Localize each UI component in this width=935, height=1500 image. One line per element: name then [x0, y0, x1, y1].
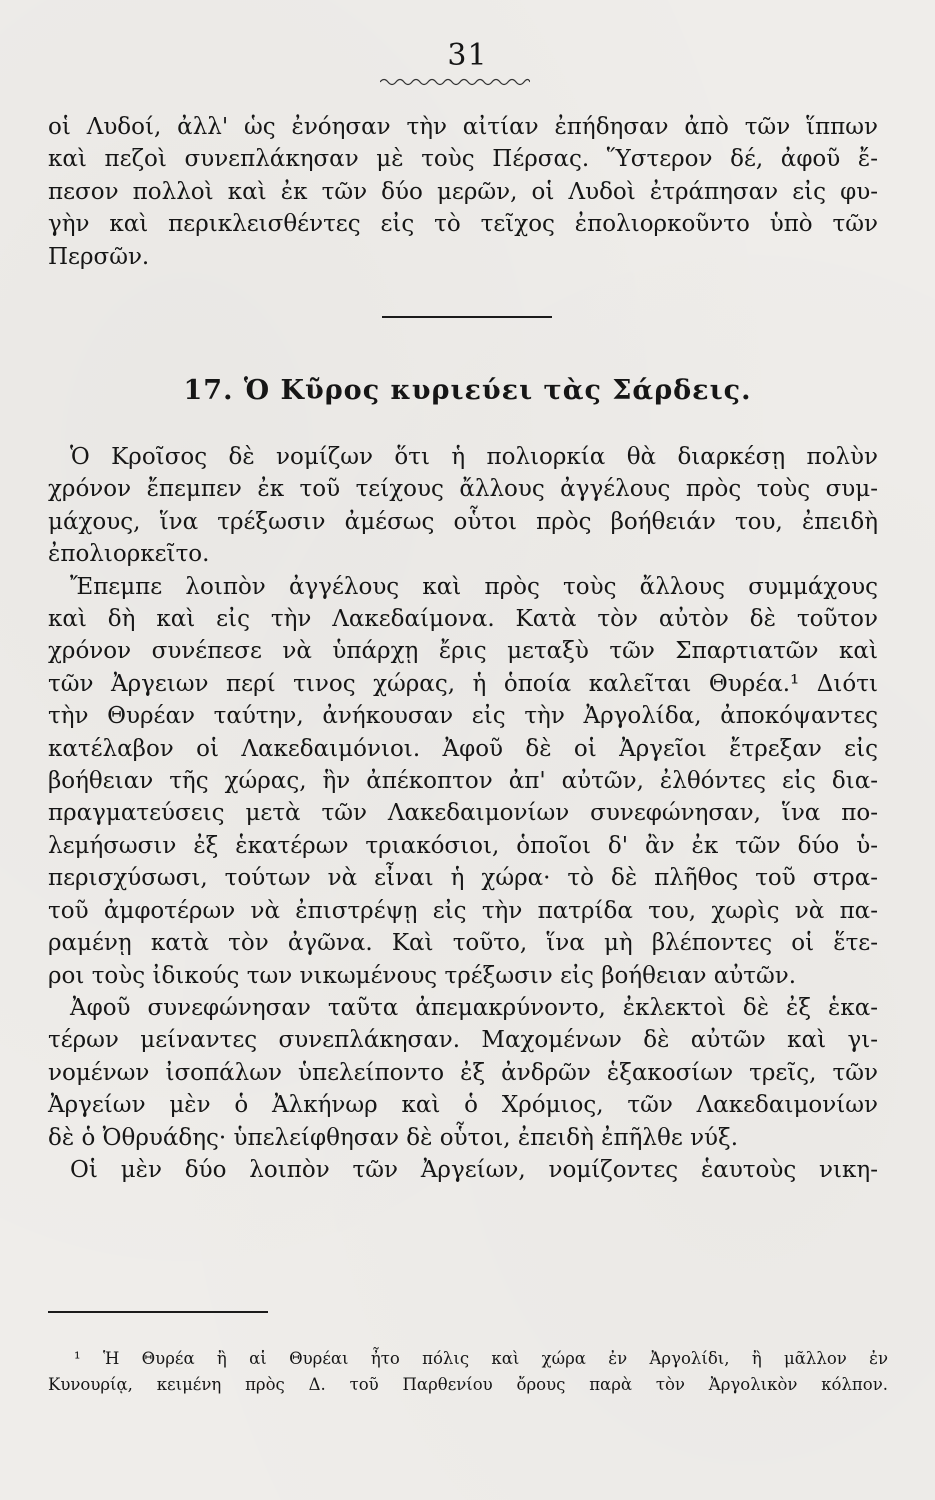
text-line: Ἀφοῦ συνεφώνησαν ταῦτα ἀπεμακρύνοντο, ἐκλεκτοὶ δὲ ἐξ ἑκα-: [70, 994, 878, 1021]
footnote-line: ¹ Ἡ Θυρέα ἢ αἱ Θυρέαι ἦτο πόλις καὶ χώρα ἐν Ἀργολίδι, ἢ μᾶλλον ἐν: [74, 1349, 888, 1368]
text-line: Ἀργείων μὲν ὁ Ἀλκήνωρ καὶ ὁ Χρόμιος, τῶν Λακεδαιμονίων: [48, 1092, 878, 1119]
intro-paragraph: [48, 111, 878, 273]
text-line: χρόνον ἔπεμπεν ἐκ τοῦ τείχους ἄλλους ἀγγέλους πρὸς τοὺς συμ-: [48, 476, 878, 503]
text-line: καὶ πεζοὶ συνεπλάκησαν μὲ τοὺς Πέρσας. Ὕστερον δέ, ἀφοῦ ἔ-: [48, 146, 878, 173]
text-line: ἐπολιορκεῖτο.: [48, 541, 210, 568]
wavy-ornament: [380, 76, 530, 88]
text-line: γὴν καὶ περικλεισθέντες εἰς τὸ τεῖχος ἐπολιορκοῦντο ὑπὸ τῶν: [48, 211, 878, 238]
text-line: βοήθειαν τῆς χώρας, ἣν ἀπέκοπτον ἀπ' αὐτῶν, ἐλθόντες εἰς δια-: [48, 768, 878, 795]
text-line: οἱ Λυδοί, ἀλλ' ὡς ἐνόησαν τὴν αἰτίαν ἐπήδησαν ἀπὸ τῶν ἵππων: [48, 114, 878, 140]
footnote-line: Κυνουρίᾳ, κειμένη πρὸς Δ. τοῦ Παρθενίου ὄρους παρὰ τὸν Ἀργολικὸν κόλπον.: [48, 1375, 888, 1394]
text-line: Ἔπεμπε λοιπὸν ἀγγέλους καὶ πρὸς τοὺς ἄλλους συμμάχους: [70, 573, 878, 600]
text-line: δὲ ὁ Ὀθρυάδης· ὑπελείφθησαν δὲ οὗτοι, ἐπειδὴ ἐπῆλθε νύξ.: [48, 1124, 739, 1151]
text-line: Ὁ Κροῖσος δὲ νομίζων ὅτι ἡ πολιορκία θὰ διαρκέσῃ πολὺν: [70, 444, 878, 470]
text-line: νομένων ἰσοπάλων ὑπελείποντο ἐξ ἀνδρῶν ἑξακοσίων τρεῖς, τῶν: [48, 1059, 878, 1086]
text-line: ροι τοὺς ἰδικούς των νικωμένους τρέξωσιν εἰς βοήθειαν αὐτῶν.: [48, 962, 797, 989]
text-line: λεμήσωσιν ἐξ ἑκατέρων τριακόσιοι, ὁποῖοι δ' ἂν ἐκ τῶν δύο ὑ-: [48, 832, 878, 859]
text-line: μάχους, ἵνα τρέξωσιν ἀμέσως οὗτοι πρὸς βοήθειάν του, ἐπειδὴ: [48, 508, 878, 535]
text-line: τῶν Ἀργειων περί τινος χώρας, ἡ ὁποία καλεῖται Θυρέα.¹ Διότι: [48, 670, 878, 697]
section-heading: 17. Ὁ Κῦρος κυριεύει τὰς Σάρδεις.: [183, 375, 752, 406]
text-line: κατέλαβον οἱ Λακεδαιμόνιοι. Ἀφοῦ δὲ οἱ Ἀργεῖοι ἔτρεξαν εἰς: [48, 735, 878, 762]
text-line: καὶ δὴ καὶ εἰς τὴν Λακεδαίμονα. Κατὰ τὸν αὐτὸν δὲ τοῦτον: [48, 606, 878, 633]
footnote: [48, 1346, 888, 1398]
text-line: τοῦ ἀμφοτέρων νὰ ἐπιστρέψῃ εἰς τὴν πατρίδα του, χωρὶς νὰ πα-: [48, 897, 878, 924]
text-line: τέρων μείναντες συνεπλάκησαν. Μαχομένων δὲ αὐτῶν καὶ γι-: [48, 1027, 878, 1054]
text-line: Περσῶν.: [48, 243, 150, 270]
text-line: πεσον πολλοὶ καὶ ἐκ τῶν δύο μερῶν, οἱ Λυδοὶ ἐτράπησαν εἰς φυ-: [48, 178, 878, 205]
main-text: [48, 441, 878, 1186]
text-line: τὴν Θυρέαν ταύτην, ἀνήκουσαν εἰς τὴν Ἀργολίδα, ἀποκόψαντες: [48, 703, 878, 730]
text-line: χρόνον συνέπεσε νὰ ὑπάρχῃ ἔρις μεταξὺ τῶν Σπαρτιατῶν καὶ: [48, 638, 878, 665]
page-number: 31: [447, 38, 488, 73]
section-divider: [382, 316, 552, 318]
text-line: ραμένῃ κατὰ τὸν ἀγῶνα. Καὶ τοῦτο, ἵνα μὴ βλέποντες οἱ ἕτε-: [48, 930, 878, 957]
text-line: περισχύσωσι, τούτων νὰ εἶναι ἡ χώρα· τὸ δὲ πλῆθος τοῦ στρα-: [48, 865, 878, 892]
footnote-divider: [48, 1311, 268, 1313]
text-line: πραγματεύσεις μετὰ τῶν Λακεδαιμονίων συνεφώνησαν, ἵνα πο-: [48, 800, 878, 827]
text-line: Οἱ μὲν δύο λοιπὸν τῶν Ἀργείων, νομίζοντες ἑαυτοὺς νικη-: [70, 1156, 878, 1183]
